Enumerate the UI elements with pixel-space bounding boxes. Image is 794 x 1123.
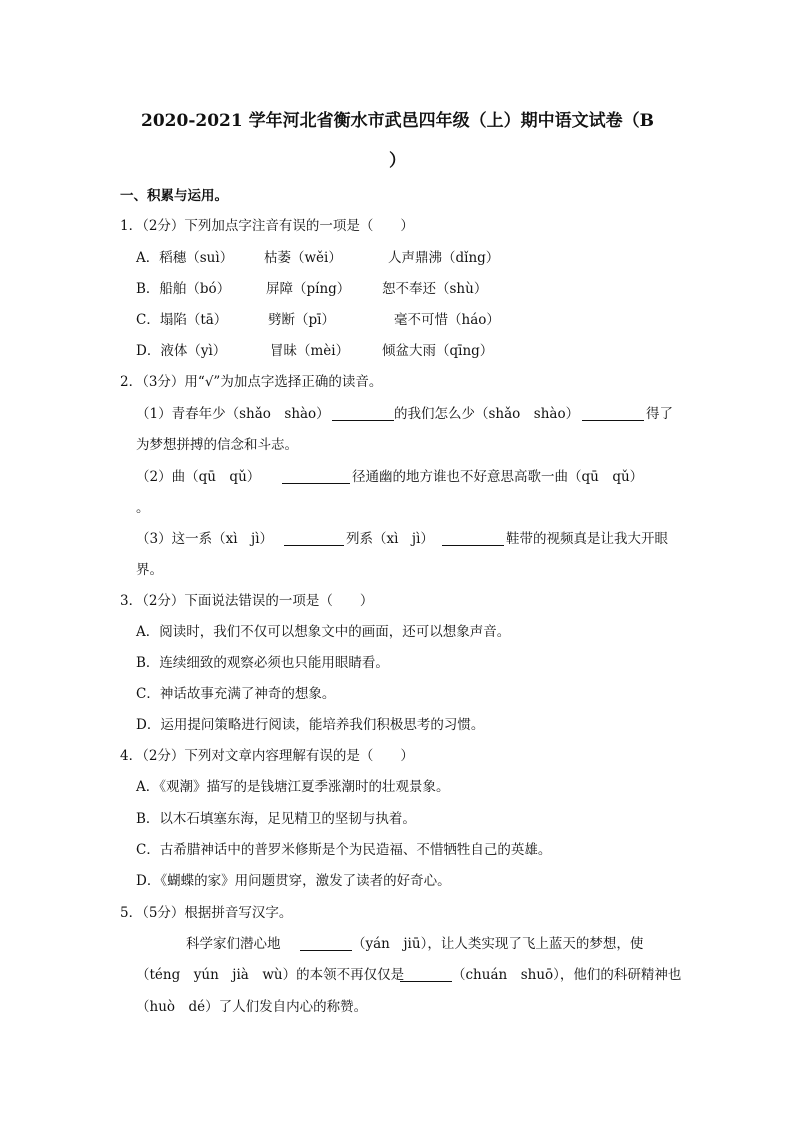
q2-stem: 2．（3分）用“√”为加点字选择正确的读音。 bbox=[120, 374, 383, 390]
q1-d-3: 倾盆大雨（qīng） bbox=[382, 343, 494, 359]
q5-l2-text-a: （téng yún jià wù）的本领不再仅仅是 bbox=[136, 967, 405, 983]
q2-p2-text-a: （2）曲（qū qǔ） bbox=[136, 469, 261, 485]
q5-blank-2[interactable] bbox=[400, 967, 452, 982]
q1-a-1: A．稻穗（suì） bbox=[136, 250, 234, 266]
q1-stem: 1．（2分）下列加点字注音有误的一项是（ ） bbox=[120, 218, 414, 234]
q2-p3-blank-1[interactable] bbox=[284, 531, 344, 546]
q2-p2-blank-1[interactable] bbox=[282, 469, 350, 484]
q5-l1-text-a: 科学家们潜心地 bbox=[186, 936, 281, 952]
q5-line-3: （huò dé）了人们发自内心的称赞。 bbox=[136, 999, 368, 1015]
q1-b-1: B．船舶（bó） bbox=[136, 281, 231, 297]
title-line-1: 2020-2021 学年河北省衡水市武邑四年级（上）期中语文试卷（B bbox=[141, 111, 654, 131]
q2-p2-text-b: 径通幽的地方谁也不好意思高歌一曲（qū qǔ） bbox=[352, 469, 644, 485]
q2-p1-text-b: 的我们怎么少（shǎo shào） bbox=[394, 406, 580, 422]
q1-c-1: C．塌陷（tā） bbox=[136, 312, 228, 328]
q3-option-b: B．连续细致的观察必须也只能用眼睛看。 bbox=[136, 655, 389, 671]
q5-l2-text-b: （chuán shuō），他们的科研精神也 bbox=[452, 967, 682, 983]
q5-l1-text-b: （yán jiū），让人类实现了飞上蓝天的梦想，使 bbox=[352, 936, 644, 952]
q1-c-2: 劈断（pī） bbox=[268, 312, 335, 328]
q2-p3-text-b: 列系（xì jì） bbox=[346, 531, 434, 547]
q1-b-3: 恕不奉还（shù） bbox=[382, 281, 488, 297]
q2-p3-text-c: 鞋带的视频真是让我大开眼 bbox=[506, 531, 668, 547]
q2-part-3-cont: 界。 bbox=[136, 562, 163, 578]
q2-p1-text-c: 得了 bbox=[646, 406, 673, 422]
q3-option-d: D．运用提问策略进行阅读，能培养我们积极思考的习惯。 bbox=[136, 717, 485, 733]
q2-p1-text-a: （1）青春年少（shǎo shào） bbox=[136, 406, 330, 422]
q2-part-1-cont: 为梦想拼搏的信念和斗志。 bbox=[136, 437, 298, 453]
title-line-2: ） bbox=[389, 151, 406, 171]
q1-b-2: 屏障（píng） bbox=[266, 281, 351, 297]
section-heading: 一、积累与运用。 bbox=[120, 188, 228, 204]
q4-option-b: B．以木石填塞东海，足见精卫的坚韧与执着。 bbox=[136, 811, 416, 827]
q4-option-a: A．《观潮》描写的是钱塘江夏季涨潮时的壮观景象。 bbox=[136, 779, 450, 795]
q1-a-3: 人声鼎沸（dǐng） bbox=[388, 250, 500, 266]
q2-p1-blank-1[interactable] bbox=[332, 406, 394, 421]
q4-option-c: C．古希腊神话中的普罗米修斯是个为民造福、不惜牺牲自己的英雄。 bbox=[136, 842, 552, 858]
q1-d-2: 冒昧（mèi） bbox=[270, 343, 350, 359]
q3-stem: 3．（2分）下面说法错误的一项是（ ） bbox=[120, 593, 374, 609]
q3-option-a: A．阅读时，我们不仅可以想象文中的画面，还可以想象声音。 bbox=[136, 624, 511, 640]
q1-a-2: 枯萎（wěi） bbox=[264, 250, 342, 266]
q1-c-3: 毫不可惜（háo） bbox=[394, 312, 500, 328]
q3-option-c: C．神话故事充满了神奇的想象。 bbox=[136, 686, 336, 702]
q5-blank-1[interactable] bbox=[300, 936, 352, 951]
q1-d-1: D．液体（yì） bbox=[136, 343, 227, 359]
q4-stem: 4．（2分）下列对文章内容理解有误的是（ ） bbox=[120, 748, 414, 764]
q5-stem: 5．（5分）根据拼音写汉字。 bbox=[120, 905, 293, 921]
q2-part-2-cont: 。 bbox=[136, 500, 150, 516]
q2-p3-blank-2[interactable] bbox=[442, 531, 504, 546]
q2-p1-blank-2[interactable] bbox=[582, 406, 644, 421]
q4-option-d: D．《蝴蝶的家》用问题贯穿，激发了读者的好奇心。 bbox=[136, 873, 451, 889]
q2-p3-text-a: （3）这一系（xì jì） bbox=[136, 531, 274, 547]
